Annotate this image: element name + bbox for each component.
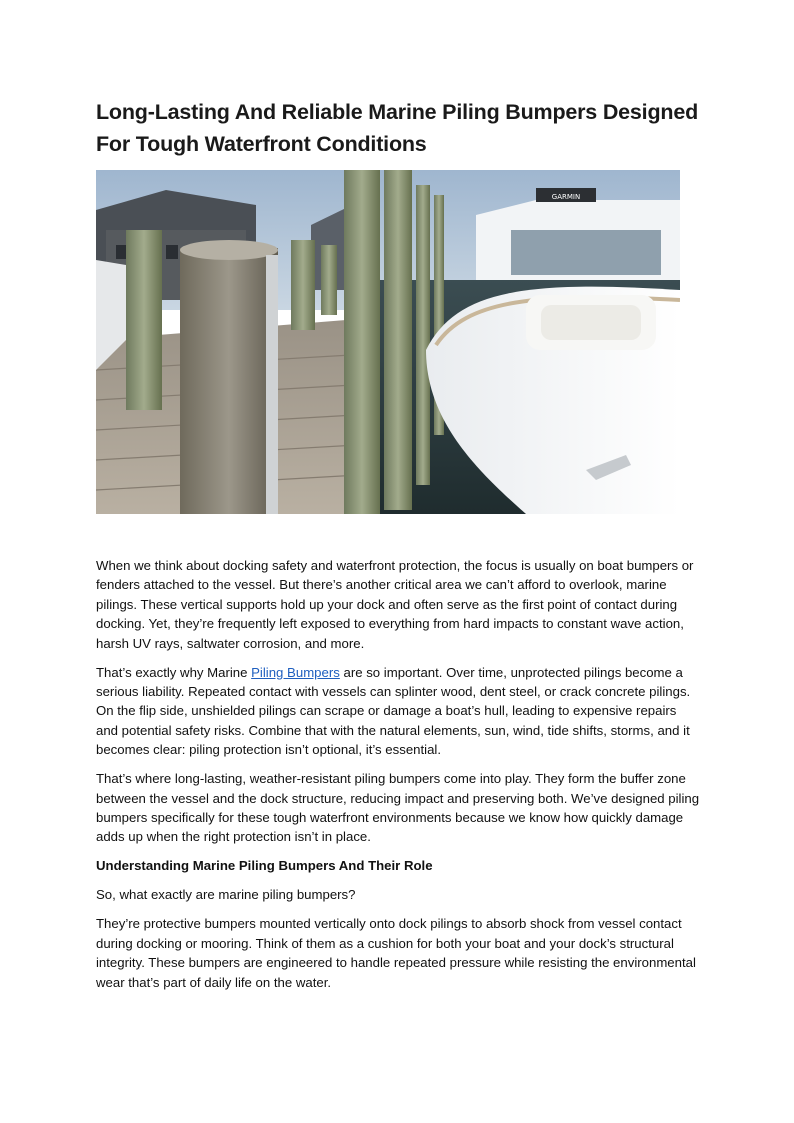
document-page <box>96 96 698 160</box>
garmin-sign: GARMIN <box>551 193 581 201</box>
paragraph-definition: They’re protective bumpers mounted vertically onto dock pilings to absorb shock from vessel contact during docking or mooring. Think of them as a cushion for both your boat and your dock’s structural integrity. These bumpers are engineered to handle repeated pressure while resisting the environmental wear that’s part of daily life on the water. <box>96 916 696 990</box>
paragraph-question: So, what exactly are marine piling bumpers? <box>96 887 356 903</box>
article-body <box>96 556 702 1002</box>
title-line-2: For Tough Waterfront Conditions <box>96 132 427 156</box>
paragraph-buffer: That’s where long-lasting, weather-resistant piling bumpers come into play. They form the buffer zone between the vessel and the dock structure, reducing impact and preserving both. We’ve designed piling bumpers specifically for these tough waterfront environments because we know how quickly damage adds up when the right protection isn’t in place. <box>96 771 700 845</box>
section-subheading: Understanding Marine Piling Bumpers And Their Role <box>96 858 433 874</box>
page-title <box>96 96 698 160</box>
p2-after: are so important. Over time, unprotected pilings become a serious liability. Repeated contact with vessels can splinter wood, dent steel, or crack concrete pilings. On the flip side, unshielded pilings can scrape or damage a boat’s hull, leading to expensive repairs and potential safety risks. Combine that with the natural elements, sun, wind, tide shifts, storms, and it becomes clear: piling protection isn’t optional, it’s essential. <box>96 664 691 758</box>
title-line-1: Long-Lasting And Reliable Marine Piling Bumpers Designed <box>96 100 699 124</box>
p2-before: That’s exactly why Marine <box>96 664 252 680</box>
dock-photo <box>96 170 680 514</box>
paragraph-importance <box>96 663 702 760</box>
paragraph-intro: When we think about docking safety and waterfront protection, the focus is usually on boat bumpers or fenders attached to the vessel. But there’s another critical area we can’t afford to overlook, marine pilings. These vertical supports hold up your dock and often serve as the first point of contact during docking. Yet, they’re frequently left exposed to everything from hard impacts to constant wave action, harsh UV rays, saltwater corrosion, and more. <box>96 558 694 651</box>
piling-bumpers-link[interactable]: Piling Bumpers <box>251 664 340 680</box>
